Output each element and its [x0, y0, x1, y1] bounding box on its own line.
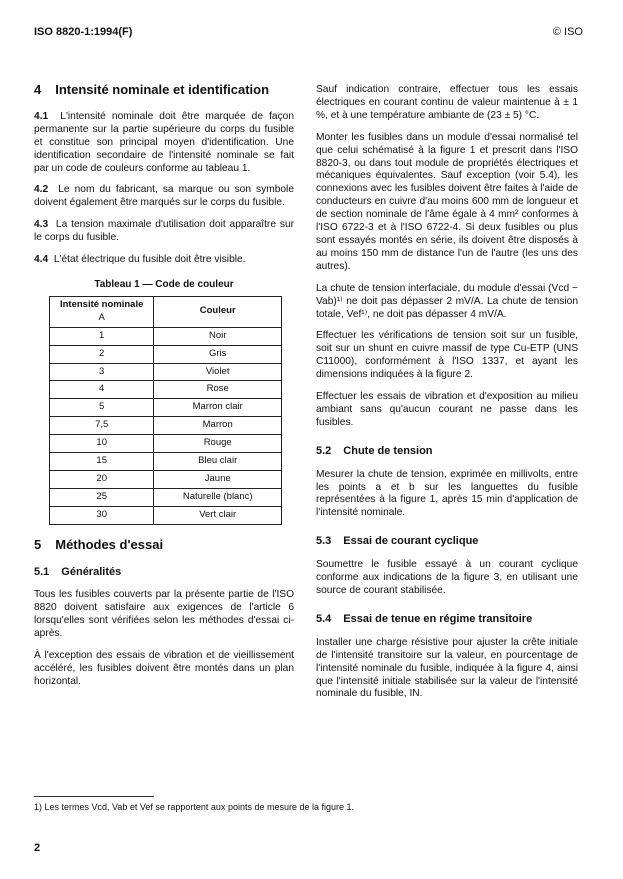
cell-color: Jaune [154, 470, 282, 488]
section-4-heading [34, 84, 294, 97]
cell-current: 7,5 [50, 417, 154, 435]
para-text: L'intensité nominale doit être marquée de façon permanente sur la partie supérieure du corps du fusible et constitue son principal moyen d'identification. Une identification secondaire de l'intensité nominale se fait par un code de couleurs conforme au tableau 1. [34, 110, 294, 174]
document-id: ISO 8820-1:1994(F) [34, 26, 133, 38]
section-title: Généralités [61, 565, 122, 578]
cell-current: 10 [50, 435, 154, 453]
footnote-rule [34, 796, 154, 797]
left-column [34, 84, 294, 698]
para-test-conditions: Sauf indication contraire, effectuer tous les essais électriques en courant continu de valeur maintenue à ± 1 %, et à une température ambiante de (23 ± 5) °C. [316, 84, 578, 121]
cell-color: Marron clair [154, 399, 282, 417]
cell-color: Rose [154, 381, 282, 399]
section-title: Intensité nominale et identification [55, 82, 270, 97]
table-row [50, 327, 282, 345]
table-row [50, 363, 282, 381]
para-4-3 [34, 219, 294, 245]
cell-color: Gris [154, 345, 282, 363]
para-vibration: Effectuer les essais de vibration et d'exposition au milieu ambiant sans qu'aucun courant ne passe dans les fusibles. [316, 391, 578, 428]
section-number: 4 [34, 82, 42, 97]
cell-color: Noir [154, 327, 282, 345]
table-row [50, 381, 282, 399]
para-text: La tension maximale d'utilisation doit apparaître sur le corps du fusible. [34, 219, 294, 244]
table-row [50, 488, 282, 506]
section-number: 5.3 [316, 535, 332, 548]
para-test-module: Monter les fusibles dans un module d'essai normalisé tel que celui schématisé à la figure 1 et prescrit dans l'ISO 8820-3, ou dans tout module de propriétés électriques et mécaniques équivalentes. Sauf exception (voir 5.4), les connexions avec les fusibles doivent être faites à l'aide de conducteurs en cuivre d'au moins 600 mm de longueur et de section nominale de l'âme égale à 4 mm² conformes à l'ISO 6722-3 et à l'ISO 6722-4. Si deux fusibles ou plus sont essayés montés en série, ils doivent être disposés à au moins 150 mm de distance l'un de l'autre (les uns des autres). [316, 131, 578, 272]
header-current-label: Intensité nominale [59, 298, 144, 310]
header-color: Couleur [154, 296, 282, 327]
copyright-mark: © ISO [552, 26, 583, 38]
para-number: 4.3 [34, 219, 49, 231]
para-4-1 [34, 111, 294, 176]
table-row [50, 506, 282, 524]
para-number: 4.4 [34, 254, 49, 266]
para-voltage-drop-limit: La chute de tension interfaciale, du module d'essai (Vcd − Vab)¹⁾ ne doit pas dépasser 2 mV/A. La chute de tension totale, Vef¹⁾, ne doit pas dépasser 4 mV/A. [316, 282, 578, 320]
section-5-1-heading [34, 566, 294, 579]
section-5-2-heading [316, 445, 578, 458]
color-code-table [49, 296, 282, 525]
cell-current: 1 [50, 327, 154, 345]
table-row [50, 435, 282, 453]
right-column [316, 84, 578, 710]
cell-current: 3 [50, 363, 154, 381]
section-title: Chute de tension [343, 444, 433, 457]
cell-color: Naturelle (blanc) [154, 488, 282, 506]
cell-current: 20 [50, 470, 154, 488]
header-current [50, 296, 154, 327]
table-row [50, 399, 282, 417]
para-number: 4.2 [34, 184, 49, 196]
cell-current: 30 [50, 506, 154, 524]
table-row [50, 470, 282, 488]
footnote: 1) Les termes Vcd, Vab et Vef se rapportent aux points de mesure de la figure 1. [34, 802, 355, 812]
cell-current: 25 [50, 488, 154, 506]
section-5-heading [34, 536, 294, 552]
table-row [50, 417, 282, 435]
table-caption: Tableau 1 — Code de couleur [94, 278, 234, 290]
section-5-4-heading [316, 613, 578, 626]
para-text: L'état électrique du fusible doit être visible. [53, 254, 246, 266]
cell-color: Vert clair [154, 506, 282, 524]
para-5-3: Soumettre le fusible essayé à un courant cyclique conforme aux indications de la figure 3, en utilisant une source de courant stabilisée. [316, 559, 578, 596]
cell-current: 4 [50, 381, 154, 399]
section-number: 5.4 [316, 612, 332, 625]
para-5-4: Installer une charge résistive pour ajuster la crête initiale de l'intensité transitoire sur la valeur, en pourcentage de l'intensité nominale du fusible, indiquée à la figure 4, ainsi que l'intensité initiale stabilisée sur la valeur de l'intensité nominale du fusible, IN. [316, 636, 578, 700]
page-number: 2 [34, 842, 41, 854]
para-number: 4.1 [34, 110, 49, 122]
cell-color: Rouge [154, 435, 282, 453]
table-row [50, 453, 282, 471]
para-4-4 [34, 254, 294, 267]
table-row [50, 345, 282, 363]
cell-current: 5 [50, 399, 154, 417]
section-title: Essai de tenue en régime transitoire [343, 612, 533, 625]
section-number: 5 [34, 536, 42, 552]
para-voltage-checks: Effectuer les vérifications de tension soit sur un fusible, soit sur un shunt en cuivre massif de type Cu-ETP (UNS C11000), conformément à l'ISO 1337, et ayant les dimensions indiquées à la figure 2. [316, 330, 578, 381]
header-current-unit: A [98, 311, 105, 323]
section-number: 5.2 [316, 444, 332, 457]
cell-color: Violet [154, 363, 282, 381]
cell-color: Marron [154, 417, 282, 435]
para-4-2 [34, 184, 294, 210]
section-number: 5.1 [34, 565, 50, 578]
section-title: Méthodes d'essai [55, 536, 164, 552]
para-text: Le nom du fabricant, sa marque ou son symbole doivent également être marqués sur le corps du fusible. [34, 184, 294, 209]
table-header-row [50, 296, 282, 327]
section-title: Essai de courant cyclique [343, 535, 479, 548]
cell-color: Bleu clair [154, 453, 282, 471]
cell-current: 15 [50, 453, 154, 471]
para-5-2: Mesurer la chute de tension, exprimée en millivolts, entre les points a et b sur les languettes du fusible représentées à la figure 1, après 15 min d'application de l'intensité nominale. [316, 468, 578, 519]
para-5-1-a: Tous les fusibles couverts par la présente partie de l'ISO 8820 doivent satisfaire aux exigences de l'article 6 lorsqu'elles sont vérifiées selon les méthodes d'essai ci-après. [34, 589, 294, 640]
para-5-1-b: À l'exception des essais de vibration et de vieillissement accéléré, les fusibles doivent être montés dans un plan horizontal. [34, 650, 294, 687]
cell-current: 2 [50, 345, 154, 363]
section-5-3-heading [316, 535, 578, 548]
